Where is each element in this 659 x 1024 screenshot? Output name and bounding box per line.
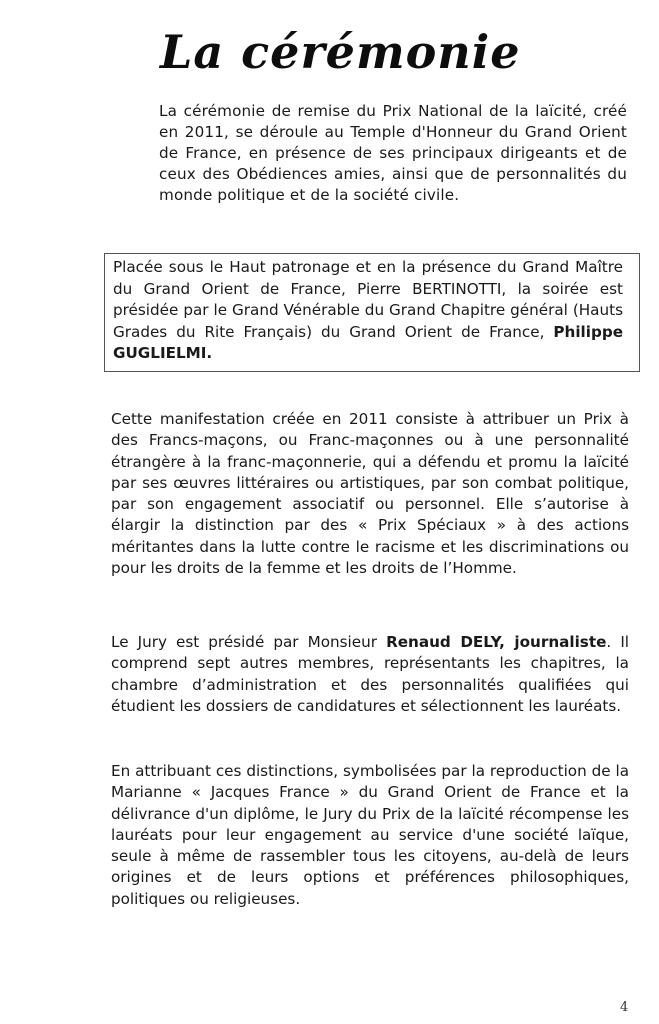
distinctions-paragraph: En attribuant ces distinctions, symbolisées par la reproduction de la Marianne « Jacques France » du Grand Orient de France et la délivrance d'un diplôme, le Jury du Prix de la laïcité récompense les lauréats pour leur engagement au service d'une société laïque, seule à même de rassembler tous les citoyens, au-delà de leurs origines et de leurs options et préférences philosophiques, politiques ou religieuses. xyxy=(111,762,629,908)
jury-text-rest: Il comprend sept autres membres, représentants les chapitres, la chambre d’administration et des personnalités qualifiées qui étudient les dossiers de candidatures et sélectionnent les lauréats. xyxy=(111,633,630,715)
jury-text-intro: Le Jury est présidé par Monsieur xyxy=(111,633,387,651)
patronage-text: Placée sous le Haut patronage et en la présence du Grand Maître du Grand Orient de France, Pierre BERTINOTTI, la soirée est présidée par le Grand Vénérable du Grand Chapitre général (Hauts Grades du Rite Français) du Grand Orient de France, xyxy=(113,258,623,341)
jury-president-name: Renaud DELY, journaliste xyxy=(386,633,607,651)
intro-paragraph: La cérémonie de remise du Prix National de la laïcité, créé en 2011, se déroule au Temple d'Honneur du Grand Orient de France, en présence de ses principaux dirigeants et de ceux des Obédiences amies, ainsi que de personnalités du monde politique et de la société civile. xyxy=(159,102,627,204)
patronage-paragraph xyxy=(113,257,623,365)
page-number: 4 xyxy=(620,1000,629,1015)
page-title: La cérémonie xyxy=(160,25,521,79)
jury-period: . xyxy=(606,633,612,651)
jury-paragraph xyxy=(111,632,629,717)
manifestation-paragraph: Cette manifestation créée en 2011 consiste à attribuer un Prix à des Francs-maçons, ou Franc-maçonnes ou à une personnalité étrangère à la franc-maçonnerie, qui a défendu et promu la laïcité par ses œuvres littéraires ou artistiques, par son combat politique, par son engagement associatif ou personnel. Elle s’autorise à élargir la distinction par des « Prix Spéciaux » à des actions méritantes dans la lutte contre le racisme et les discriminations ou pour les droits de la femme et les droits de l’Homme. xyxy=(111,410,629,578)
president-name: Philippe GUGLIELMI. xyxy=(113,322,623,362)
patronage-box xyxy=(104,253,640,372)
